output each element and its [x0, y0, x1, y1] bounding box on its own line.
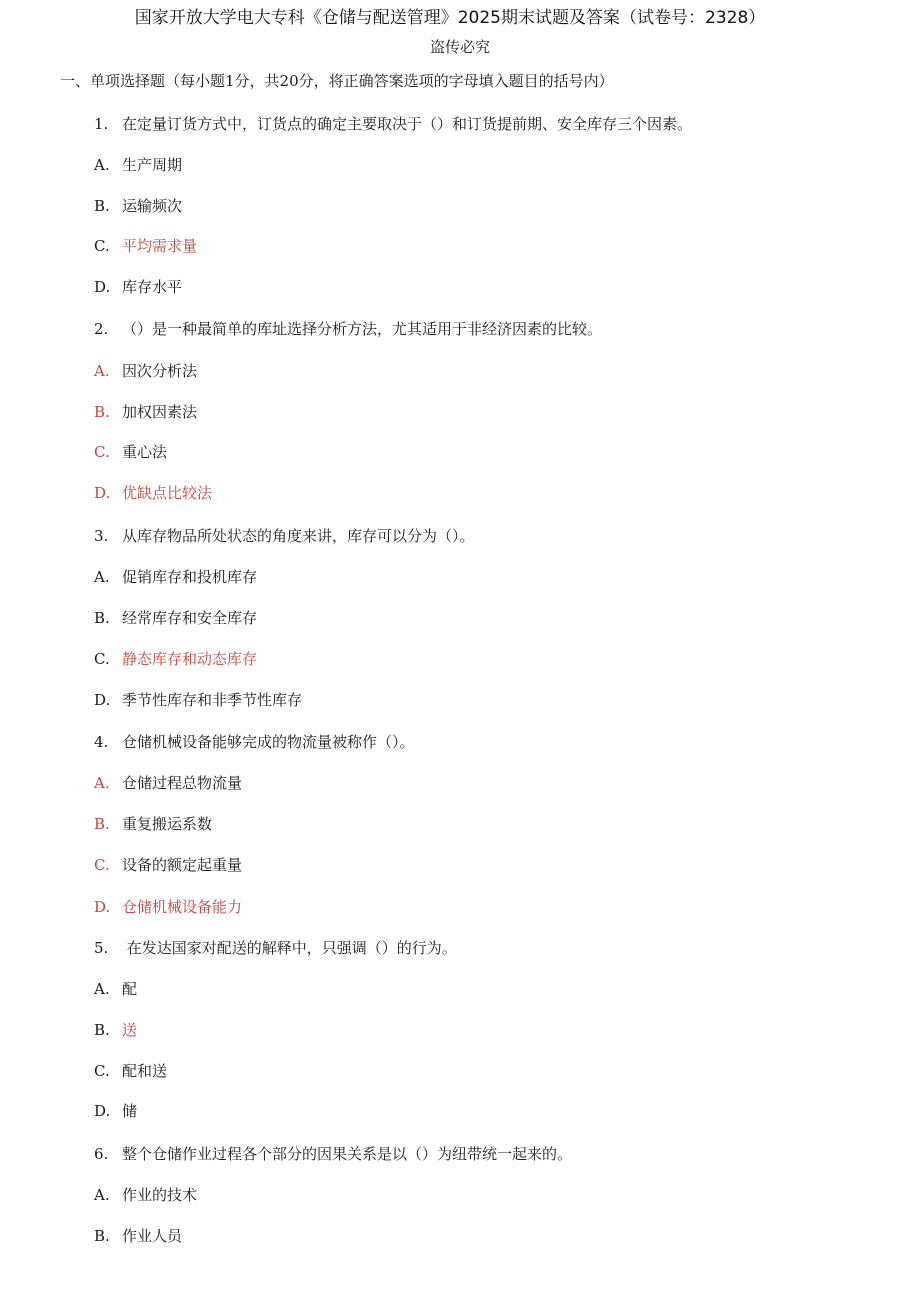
question-text: 在发达国家对配送的解释中，只强调（）的行为。	[122, 939, 457, 957]
option-letter: A.	[94, 362, 110, 380]
option-text: 重心法	[122, 443, 168, 461]
option-letter: A.	[94, 774, 110, 792]
option-letter: A.	[94, 568, 110, 586]
q5-option-b	[94, 1019, 137, 1041]
q2-option-b	[94, 401, 197, 423]
option-letter: B.	[94, 403, 110, 421]
option-letter: B.	[94, 815, 110, 833]
document-subtitle: 盗传必究	[429, 38, 490, 56]
q1-option-c	[94, 235, 197, 257]
q3-option-b	[94, 607, 257, 629]
section-heading: 一、单项选择题（每小题1分，共20分，将正确答案选项的字母填入题目的括号内）	[60, 72, 614, 90]
option-letter: A.	[94, 980, 110, 998]
option-text-answer: 静态库存和动态库存	[122, 650, 258, 668]
option-text: 经常库存和安全库存	[122, 609, 258, 627]
q5-option-a	[94, 978, 137, 1000]
question-text: 在定量订货方式中，订货点的确定主要取决于（）和订货提前期、安全库存三个因素。	[122, 115, 693, 133]
option-text: 运输频次	[122, 197, 183, 215]
option-text: 储	[122, 1102, 138, 1120]
option-letter: B.	[94, 1021, 110, 1039]
option-letter: C.	[94, 237, 110, 255]
question-text: 从库存物品所处状态的角度来讲，库存可以分为（）。	[122, 527, 475, 545]
question-number: 5.	[94, 939, 109, 957]
q5-option-c	[94, 1060, 167, 1082]
option-text: 生产周期	[122, 156, 183, 174]
question-number: 1.	[94, 115, 109, 133]
option-text: 季节性库存和非季节性库存	[122, 691, 303, 709]
option-text-answer: 优缺点比较法	[122, 484, 213, 502]
question-6	[94, 1143, 572, 1165]
option-letter: D.	[94, 691, 111, 709]
question-number: 4.	[94, 733, 109, 751]
q2-option-a	[94, 360, 197, 382]
q1-option-b	[94, 195, 182, 217]
q4-option-c	[94, 854, 242, 876]
option-text: 配	[122, 980, 138, 998]
q3-option-a	[94, 566, 257, 588]
question-2	[94, 318, 602, 340]
q6-option-b	[94, 1225, 182, 1247]
question-number: 3.	[94, 527, 109, 545]
option-text: 重复搬运系数	[122, 815, 213, 833]
option-letter: D.	[94, 484, 111, 502]
option-text: 加权因素法	[122, 403, 198, 421]
option-letter: C.	[94, 650, 110, 668]
question-number: 6.	[94, 1145, 109, 1163]
option-text: 设备的额定起重量	[122, 856, 243, 874]
question-1	[94, 113, 692, 135]
question-text: 整个仓储作业过程各个部分的因果关系是以（）为纽带统一起来的。	[122, 1145, 573, 1163]
option-letter: D.	[94, 898, 111, 916]
option-text: 作业人员	[122, 1227, 183, 1245]
option-text: 作业的技术	[122, 1186, 198, 1204]
option-text: 库存水平	[122, 278, 183, 296]
q2-option-c	[94, 441, 167, 463]
option-letter: C.	[94, 856, 110, 874]
question-5	[94, 937, 457, 959]
q1-option-d	[94, 276, 182, 298]
q3-option-d	[94, 689, 302, 711]
option-letter: C.	[94, 1062, 110, 1080]
option-letter: D.	[94, 278, 111, 296]
option-letter: B.	[94, 197, 110, 215]
option-text-answer: 仓储机械设备能力	[122, 898, 243, 916]
option-letter: B.	[94, 609, 110, 627]
q6-option-a	[94, 1184, 197, 1206]
question-number: 2.	[94, 320, 109, 338]
question-text: 仓储机械设备能够完成的物流量被称作（）。	[122, 733, 415, 751]
option-text: 仓储过程总物流量	[122, 774, 243, 792]
question-text: （）是一种最简单的库址选择分析方法，尤其适用于非经济因素的比较。	[122, 320, 603, 338]
q4-option-d	[94, 896, 242, 918]
q4-option-a	[94, 772, 242, 794]
option-text: 配和送	[122, 1062, 168, 1080]
option-letter: A.	[94, 1186, 110, 1204]
option-text-answer: 送	[122, 1021, 138, 1039]
option-letter: D.	[94, 1102, 111, 1120]
question-3	[94, 525, 475, 547]
q1-option-a	[94, 154, 182, 176]
q5-option-d	[94, 1100, 137, 1122]
option-letter: B.	[94, 1227, 110, 1245]
option-text: 促销库存和投机库存	[122, 568, 258, 586]
option-text: 因次分析法	[122, 362, 198, 380]
option-letter: C.	[94, 443, 110, 461]
option-letter: A.	[94, 156, 110, 174]
q3-option-c	[94, 648, 257, 670]
q2-option-d	[94, 482, 212, 504]
option-text-answer: 平均需求量	[122, 237, 198, 255]
q4-option-b	[94, 813, 212, 835]
question-4	[94, 731, 415, 753]
document-title: 国家开放大学电大专科《仓储与配送管理》2025期末试题及答案（试卷号：2328）	[134, 8, 766, 28]
